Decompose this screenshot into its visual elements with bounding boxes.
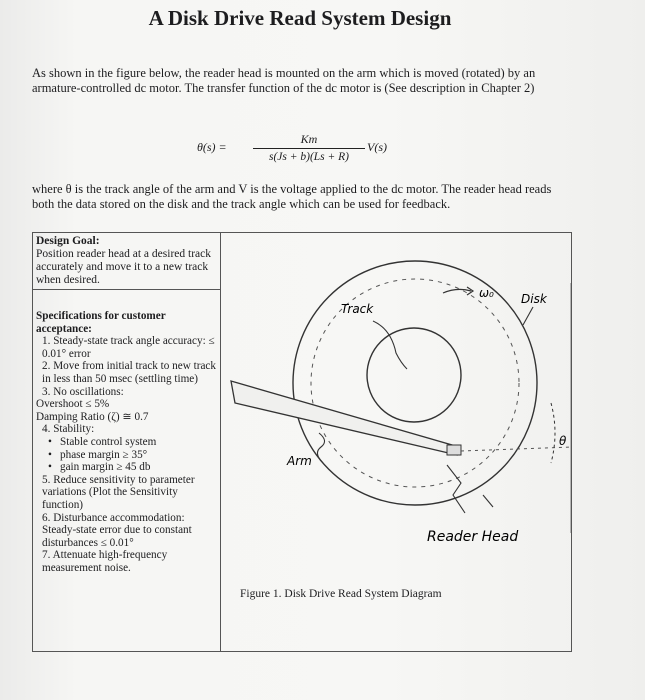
- theta-arc: [551, 403, 555, 463]
- disk-outer-circle: [293, 261, 537, 505]
- spec-item: 4. Stability:: [42, 423, 95, 436]
- disk-hub-circle: [367, 328, 461, 422]
- equation-fraction: [253, 132, 365, 165]
- spec-item: 5. Reduce sensitivity to parameter variations (Plot the Sensitivity function): [42, 473, 195, 511]
- design-goal-text: Position reader head at a desired track accurately and move it to a new track when desired.: [36, 248, 211, 286]
- fraction-bar: [253, 148, 365, 149]
- transfer-function-equation: [197, 132, 417, 172]
- spec-bullet: • phase margin ≥ 35°: [36, 449, 217, 462]
- equation-numerator: Km: [300, 132, 318, 146]
- equation-lhs: θ(s) =: [197, 140, 227, 154]
- specifications-box: [33, 290, 221, 651]
- reader-head-label: Reader Head: [427, 529, 519, 545]
- spec-item: 6. Disturbance accommodation: Steady-state error due to constant disturbances ≤ 0.01°: [42, 511, 192, 549]
- spec-item: Overshoot ≤ 5%: [36, 398, 110, 411]
- spec-item: 2. Move from initial track to new track in less than 50 msec (settling time): [42, 360, 216, 385]
- equation-denominator: s(Js + b)(Ls + R): [268, 151, 350, 163]
- reader-head-block: [447, 445, 461, 455]
- arm-shape: [231, 381, 459, 455]
- spec-item: 7. Attenuate high-frequency measurement noise.: [42, 549, 168, 574]
- design-goal-box: [33, 233, 221, 290]
- spec-bullet: • Stable control system: [36, 436, 217, 449]
- spec-bullet: • gain margin ≥ 45 db: [36, 461, 217, 474]
- spec-item: 1. Steady-state track angle accuracy: ≤ 0.01° error: [42, 335, 215, 360]
- design-goal-heading: Design Goal:: [36, 235, 100, 247]
- figure-caption: Figure 1. Disk Drive Read System Diagram: [240, 588, 442, 600]
- left-column: [33, 233, 221, 651]
- specs-heading: Specifications for customer acceptance:: [36, 310, 166, 335]
- disk-pointer: [523, 307, 533, 325]
- where-paragraph: where θ is the track angle of the arm and V is the voltage applied to the dc motor. The reader head reads both the data stored on the disk and the track angle which can be used for feedback.: [32, 182, 552, 211]
- reader-head-pointer: [447, 465, 465, 513]
- theta-label: θ: [559, 434, 567, 448]
- omega-label: ω₀: [479, 286, 494, 300]
- spec-item: 3. No oscillations:: [42, 385, 124, 398]
- equation-rhs: V(s): [367, 140, 387, 154]
- page-title: A Disk Drive Read System Design: [148, 6, 452, 30]
- arm-label: Arm: [287, 454, 312, 468]
- intro-paragraph: As shown in the figure below, the reader head is mounted on the arm which is moved (rotated) by an armature-controlled dc motor. The transfer function of the dc motor is (See description in Chapter 2): [32, 66, 536, 95]
- reader-head-arrow: [483, 495, 493, 507]
- spec-item: Damping Ratio (ζ) ≅ 0.7: [36, 410, 149, 423]
- track-label: Track: [341, 302, 374, 316]
- disk-label: Disk: [521, 292, 547, 306]
